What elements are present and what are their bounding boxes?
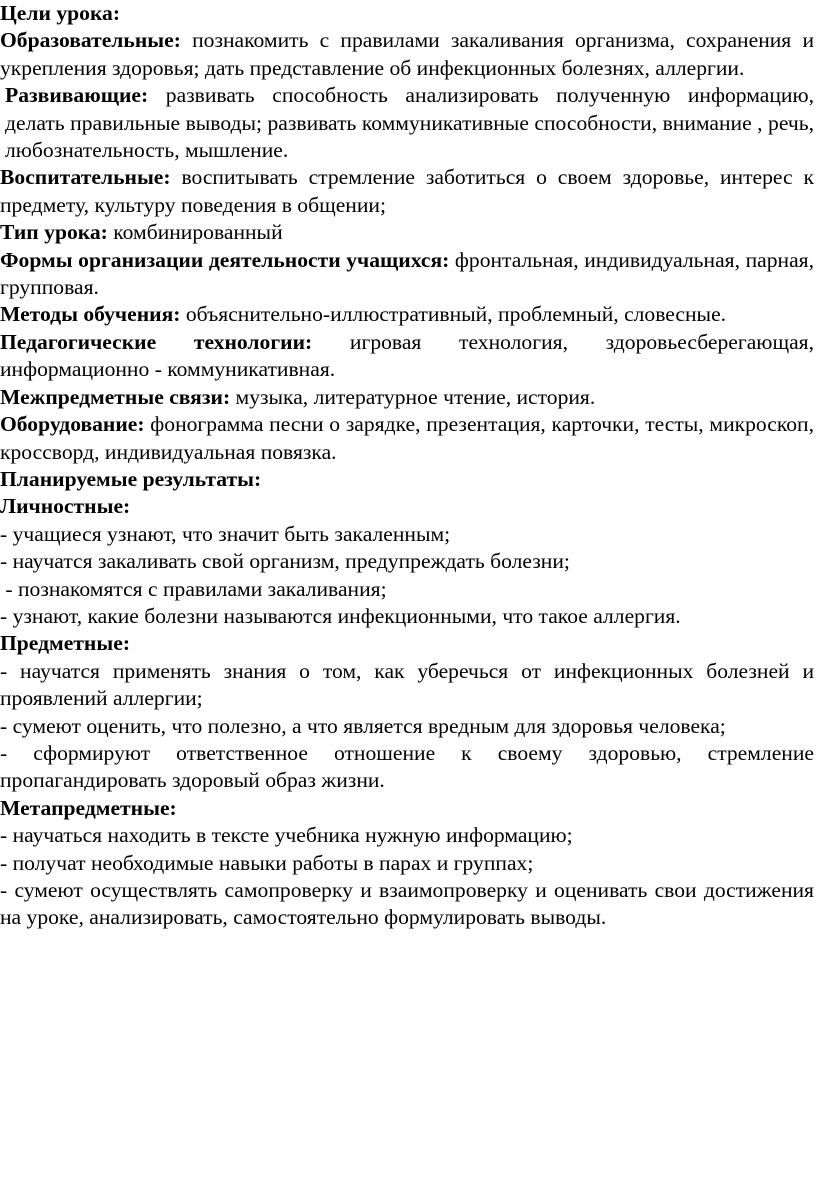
- personal-results-title: Личностные:: [0, 494, 131, 519]
- pedagogical-technologies-label: Педагогические технологии:: [0, 329, 313, 354]
- goal-developing-text: развивать способность анализировать полученную информацию, делать правильные выводы; развивать коммуникативные способности, внимание , речь, любознательность, мышление.: [5, 83, 814, 163]
- lesson-type-text: комбинированный: [107, 220, 283, 245]
- teaching-methods: [0, 301, 814, 328]
- personal-result-item: - учащиеся узнают, что значит быть закаленным;: [0, 521, 451, 546]
- planned-results-title: Планируемые результаты:: [0, 466, 262, 491]
- interdisciplinary-links-label: Межпредметные связи:: [0, 384, 231, 409]
- lesson-type: [0, 219, 814, 246]
- interdisciplinary-links: [0, 384, 814, 411]
- goal-educational: [0, 27, 814, 82]
- subject-result-item: - сформируют ответственное отношение к своему здоровью, стремление пропагандировать здоровый образ жизни.: [0, 740, 814, 793]
- personal-result-item: - научатся закаливать свой организм, предупреждать болезни;: [0, 549, 570, 574]
- goal-educational-text: познакомить с правилами закаливания организма, сохранения и укрепления здоровья; дать представление об инфекционных болезнях, аллергии.: [0, 28, 814, 80]
- lesson-type-label: Тип урока:: [0, 220, 108, 245]
- goal-developing-label: Развивающие:: [5, 83, 149, 108]
- lesson-goals-title: Цели урока:: [0, 1, 121, 25]
- meta-result-item: - научаться находить в тексте учебника нужную информацию;: [0, 823, 573, 848]
- activity-forms: [0, 247, 814, 302]
- activity-forms-text: фронтальная, индивидуальная, парная, групповая.: [0, 247, 814, 300]
- personal-result-item: - познакомятся с правилами закаливания;: [0, 576, 387, 601]
- goal-upbringing: [0, 164, 814, 219]
- personal-result-item: - узнают, какие болезни называются инфекционными, что такое аллергия.: [0, 603, 681, 628]
- subject-result-item: - научатся применять знания о том, как уберечься от инфекционных болезней и проявлений аллергии;: [0, 658, 814, 711]
- subject-result-item: - сумеют оценить, что полезно, а что является вредным для здоровья человека;: [0, 713, 726, 738]
- meta-result-item: - получат необходимые навыки работы в парах и группах;: [0, 850, 534, 875]
- goal-developing: [0, 82, 814, 164]
- equipment-text: фонограмма песни о зарядке, презентация, карточки, тесты, микроскоп, кроссворд, индивидуальная повязка.: [0, 412, 814, 464]
- interdisciplinary-links-text: музыка, литературное чтение, история.: [230, 384, 596, 409]
- equipment: [0, 411, 814, 466]
- activity-forms-label: Формы организации деятельности учащихся:: [0, 247, 450, 272]
- pedagogical-technologies: [0, 329, 814, 384]
- teaching-methods-text: объяснительно-иллюстративный, проблемный, словесные.: [180, 302, 727, 327]
- equipment-label: Оборудование:: [0, 412, 145, 437]
- goal-educational-label: Образовательные:: [0, 28, 181, 53]
- goal-upbringing-text: воспитывать стремление заботиться о своем здоровье, интерес к предмету, культуру поведения в общении;: [0, 165, 814, 217]
- pedagogical-technologies-text: игровая технология, здоровьесберегающая, информационно - коммуникативная.: [0, 329, 814, 382]
- subject-results-title: Предметные:: [0, 631, 131, 656]
- teaching-methods-label: Методы обучения:: [0, 302, 181, 327]
- goal-upbringing-label: Воспитательные:: [0, 165, 171, 190]
- meta-result-item: - сумеют осуществлять самопроверку и взаимопроверку и оценивать свои достижения на уроке, анализировать, самостоятельно формулировать выводы.: [0, 878, 814, 930]
- meta-results-title: Метапредметные:: [0, 795, 177, 820]
